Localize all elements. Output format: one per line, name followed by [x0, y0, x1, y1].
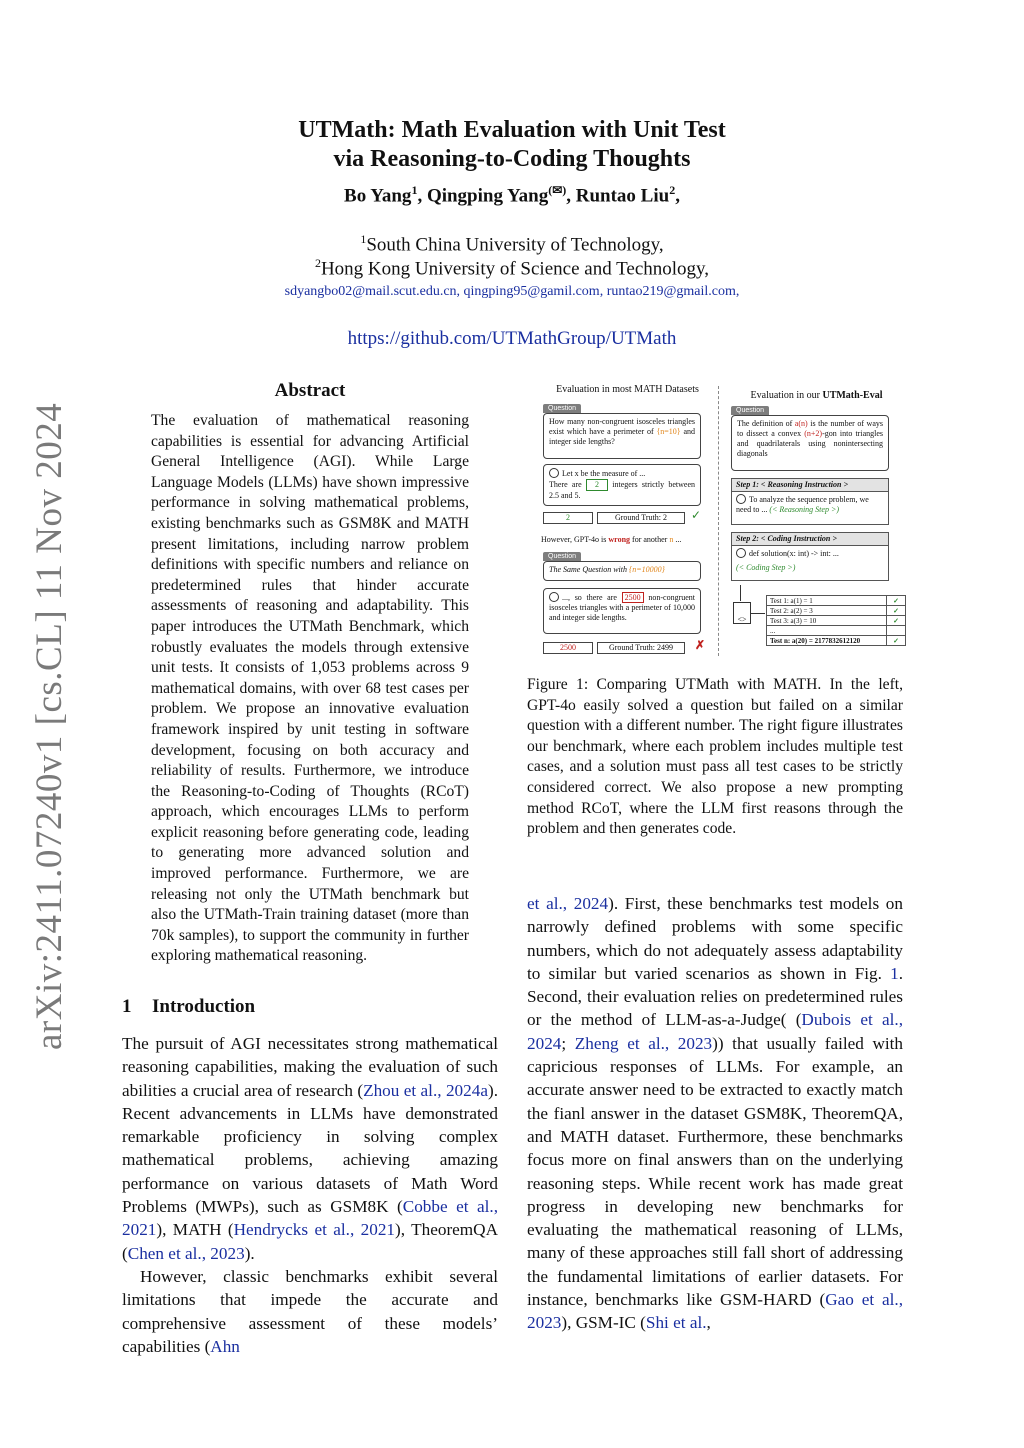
- code-file-icon: <>: [733, 602, 751, 624]
- citation-link[interactable]: Hendrycks et al., 2021: [233, 1220, 396, 1240]
- text: . Second, their evaluation relies on predetermined rules or the method of LLM-as-a-Judge( (: [527, 963, 903, 1030]
- citation-link[interactable]: Ahn: [210, 1336, 240, 1356]
- figure-caption: Figure 1: Comparing UTMath with MATH. In the left, GPT-4o easily solved a question but failed on a similar question with a different number. The right figure illustrates our benchmark, where each problem includes multiple test cases, and a solution must pass all test cases to be strictly considered correct. We also propose a new prompting method RCoT, where the LLM first reasons through the problem and then generates code.: [527, 676, 903, 838]
- aff2-text: Hong Kong University of Science and Technology,: [320, 258, 710, 280]
- cross-icon: ✗: [695, 638, 706, 652]
- highlight: a(n): [794, 419, 808, 428]
- step-1-body: [731, 491, 889, 525]
- author-list: [0, 183, 1024, 207]
- text: def solution(x: int) -> int: ...: [749, 549, 839, 558]
- answer-box-1: [543, 464, 701, 506]
- text: ), GSM-IC (: [561, 1313, 646, 1333]
- test-case: ...: [767, 626, 887, 636]
- text: -gon into triangles and quadrilaterals using nonintersecting diagonals: [737, 429, 883, 458]
- answer-line: [549, 479, 695, 501]
- step-1-header: Step 1: < Reasoning Instruction >: [731, 478, 889, 491]
- section-heading: [122, 996, 255, 1018]
- step-2-header: Step 2: < Coding Instruction >: [731, 532, 889, 545]
- check-icon: ✓: [691, 508, 702, 522]
- check-icon: ✓: [887, 636, 906, 646]
- text: Let x be the measure of ...: [562, 469, 646, 478]
- test-case: Test 1: a(1) = 1: [767, 596, 887, 606]
- gpt-logo-icon: [549, 592, 559, 602]
- text: ..., so there are: [562, 593, 617, 602]
- aff2-sup: 2: [314, 256, 321, 270]
- table-row: [767, 596, 906, 606]
- citation-link[interactable]: Zheng et al., 2023: [574, 1033, 713, 1053]
- text: However, classic benchmarks exhibit several limitations that impede the accurate and comprehensive assessment of these models’ capabilities (: [122, 1266, 498, 1356]
- citation-link[interactable]: Zhou et al., 2024a: [363, 1080, 488, 1100]
- abstract-heading: Abstract: [274, 380, 346, 401]
- aff1-sup: 1: [360, 232, 367, 246]
- test-case: Test 3: a(3) = 10: [767, 616, 887, 626]
- answer-highlight: 2500: [622, 592, 644, 603]
- aff1-text: South China University of Technology,: [366, 234, 664, 256]
- text: for another: [630, 535, 670, 544]
- ground-truth-2: Ground Truth: 2499: [597, 642, 685, 654]
- model-answer-2: 2500: [543, 642, 593, 654]
- text: How many non-congruent isosceles triangles exist which have a perimeter of: [549, 417, 695, 436]
- intro-paragraph-2: [122, 1265, 498, 1358]
- reasoning-step-tag: (< Reasoning Step >): [769, 505, 839, 514]
- gpt-logo-icon: [736, 548, 746, 558]
- author-3-sup: 2: [669, 183, 676, 197]
- unit-test-table: [766, 595, 906, 646]
- coding-step-tag: (< Coding Step >): [736, 563, 796, 572]
- text: )) that usually failed with capricious responses of LLMs. For example, an accurate answer need to be extracted to exactly match the fianl answer in the dataset GSM8K, TheoremQA, and MATH dataset. Furthermore, these benchmarks focus more on final answers than on the underlying reasoning steps. While recent work has made great progress in developing new benchmarks for evaluating the mathematical reasoning of LLMs, many of these approaches still fall short of addressing the fundamental limitations of earlier datasets. For instance, benchmarks like GSM-HARD (: [527, 1033, 904, 1310]
- citation-link[interactable]: Gao et al., 2023: [527, 1290, 903, 1333]
- author-2: Qingping Yang: [426, 185, 549, 207]
- check-icon: ✓: [887, 596, 906, 606]
- intro-paragraph-1: [122, 1032, 498, 1265]
- repo-link[interactable]: https://github.com/UTMathGroup/UTMath: [347, 328, 677, 349]
- highlight: {n=10000}: [629, 565, 665, 574]
- section-title: Introduction: [152, 996, 256, 1017]
- question-box-2: [543, 561, 701, 581]
- author-sep: ,: [566, 185, 576, 207]
- text: The definition of: [737, 419, 795, 428]
- question-tag: Question: [543, 404, 581, 413]
- text: ...: [673, 535, 682, 544]
- test-case: Test 2: a(2) = 3: [767, 606, 887, 616]
- text: integers strictly between 2.5 and 5.: [549, 480, 696, 500]
- check-icon: ✓: [887, 606, 906, 616]
- text: UTMath-Eval: [822, 390, 883, 401]
- text: ;: [561, 1033, 575, 1053]
- answer-highlight: 2: [586, 479, 608, 491]
- test-case: Test n: a(20) = 2177832612120: [767, 636, 887, 646]
- text: non-congruent isosceles triangles with a perimeter of 10,000 and integer side lengths.: [549, 593, 696, 622]
- question-box-1: [543, 413, 701, 459]
- abstract-text: The evaluation of mathematical reasoning capabilities is essential for advancing Artificial General Intelligence (AGI). While Large Language Models (LLMs) have shown impressive performance in solving mathematical problems, existing benchmarks such as GSM8K and MATH present limitations, including narrow problem definitions with specific numbers and reliance on predetermined rules that hinder accurate assessments of reasoning and adaptability. This paper introduces the UTMath Benchmark, which robustly evaluates the models through extensive unit tests. It consists of 1,053 problems across 9 mathematical domains, with over 68 test cases per problem. We propose an innovative evaluation framework inspired by unit testing in software development, focusing on both accuracy and reliability of results. Furthermore, we introduce the Reasoning-to-Coding of Thoughts (RCoT) approach, which encourages LLMs to perform explicit reasoning before generating code, leading to generating more advanced solution and improved performance. Furthermore, we are releasing not only the UTMath benchmark but also the UTMath-Train training dataset (more than 70k samples), to support the community in further exploring mathematical reasoning.: [151, 412, 469, 965]
- figure-ref-link[interactable]: 1: [890, 963, 899, 983]
- text: is the number of ways to dissect a convex: [737, 419, 883, 438]
- citation-link[interactable]: et al., 2024: [527, 894, 609, 913]
- text: ). First, these benchmarks test models on narrowly defined problems with some specific numbers, which do not adequately assess adaptability to similar but varied scenarios as shown in Fig.: [527, 894, 903, 983]
- highlight: {n=10}: [656, 427, 681, 436]
- section-number: 1: [122, 996, 132, 1017]
- figure-divider: [718, 386, 719, 656]
- author-end: ,: [675, 185, 680, 207]
- affiliation-1: [0, 232, 1024, 256]
- empty-cell: [887, 626, 906, 636]
- check-icon: ✓: [887, 616, 906, 626]
- question-tag: Question: [731, 406, 769, 415]
- step-2-body: [731, 545, 889, 581]
- text: The Same Question with: [549, 565, 629, 574]
- right-panel-title: [729, 390, 904, 401]
- highlight: (n+2): [804, 429, 823, 438]
- highlight: n: [669, 535, 674, 544]
- arrow-right: [751, 613, 765, 614]
- text: Evaluation in our: [750, 390, 823, 401]
- text: ). Recent advancements in LLMs have demonstrated remarkable proficiency in solving complex mathematical problems, achieving amazing performance on various datasets of Math Word Problems (MWPs), such as GSM8K (: [122, 1080, 498, 1217]
- arrow-down: [740, 585, 741, 601]
- text: ).: [244, 1243, 255, 1263]
- author-1-sup: 1: [411, 183, 418, 197]
- code-line: [736, 563, 884, 573]
- author-1: Bo Yang: [344, 185, 412, 207]
- code-line: [736, 548, 884, 559]
- text: ), MATH (: [156, 1220, 234, 1240]
- model-answer-1: 2: [543, 512, 593, 524]
- citation-link[interactable]: Shi et al.: [645, 1313, 707, 1333]
- table-row: [767, 616, 906, 626]
- wrong-label: wrong: [608, 535, 631, 544]
- text: ,: [706, 1313, 711, 1333]
- question-box-utmath: [731, 415, 889, 471]
- arxiv-identifier: arXiv:2411.07240v1 [cs.CL] 11 Nov 2024: [29, 402, 70, 1050]
- answer-line: [549, 468, 695, 479]
- title-line-1: UTMath: Math Evaluation with Unit Test: [298, 117, 726, 143]
- text: ), TheoremQA (: [122, 1220, 498, 1263]
- intro-right-column: [527, 892, 903, 1335]
- intro-left-column: [122, 1032, 498, 1358]
- author-emails[interactable]: sdyangbo02@mail.scut.edu.cn, qingping95@gamil.com, runtao219@gmail.com,: [284, 284, 740, 299]
- citation-link[interactable]: Chen et al., 2023: [127, 1243, 245, 1263]
- author-3: Runtao Liu: [575, 185, 670, 207]
- citation-link[interactable]: Cobbe et al., 2021: [122, 1197, 499, 1240]
- text: and integer side lengths?: [549, 427, 695, 446]
- table-row: [767, 606, 906, 616]
- left-panel-title: Evaluation in most MATH Datasets: [556, 384, 699, 395]
- ground-truth-1: Ground Truth: 2: [597, 512, 685, 524]
- gpt-logo-icon: [549, 468, 559, 478]
- text: The pursuit of AGI necessitates strong mathematical reasoning capabilities, making the evaluation of such abilities a crucial area of research (: [122, 1034, 498, 1100]
- question-tag: Question: [543, 552, 581, 561]
- citation-link[interactable]: Dubois et al., 2024: [527, 1010, 903, 1053]
- text: There are: [549, 480, 582, 489]
- table-row: [767, 636, 906, 646]
- figure-1: [535, 380, 910, 660]
- text: To analyze the sequence problem, we need to ...: [736, 495, 869, 514]
- answer-box-2: [543, 588, 701, 634]
- title-line-2: via Reasoning-to-Coding Thoughts: [333, 146, 691, 172]
- affiliation-2: [0, 256, 1024, 280]
- author-sep: ,: [417, 185, 427, 207]
- paper-title: [0, 116, 1024, 174]
- table-row: [767, 626, 906, 636]
- gpt-logo-icon: [736, 494, 746, 504]
- intro-paragraph-2-cont: [527, 892, 903, 1335]
- however-note: [541, 535, 719, 545]
- author-2-sup: (✉): [548, 183, 567, 197]
- text: However, GPT-4o is: [541, 535, 609, 544]
